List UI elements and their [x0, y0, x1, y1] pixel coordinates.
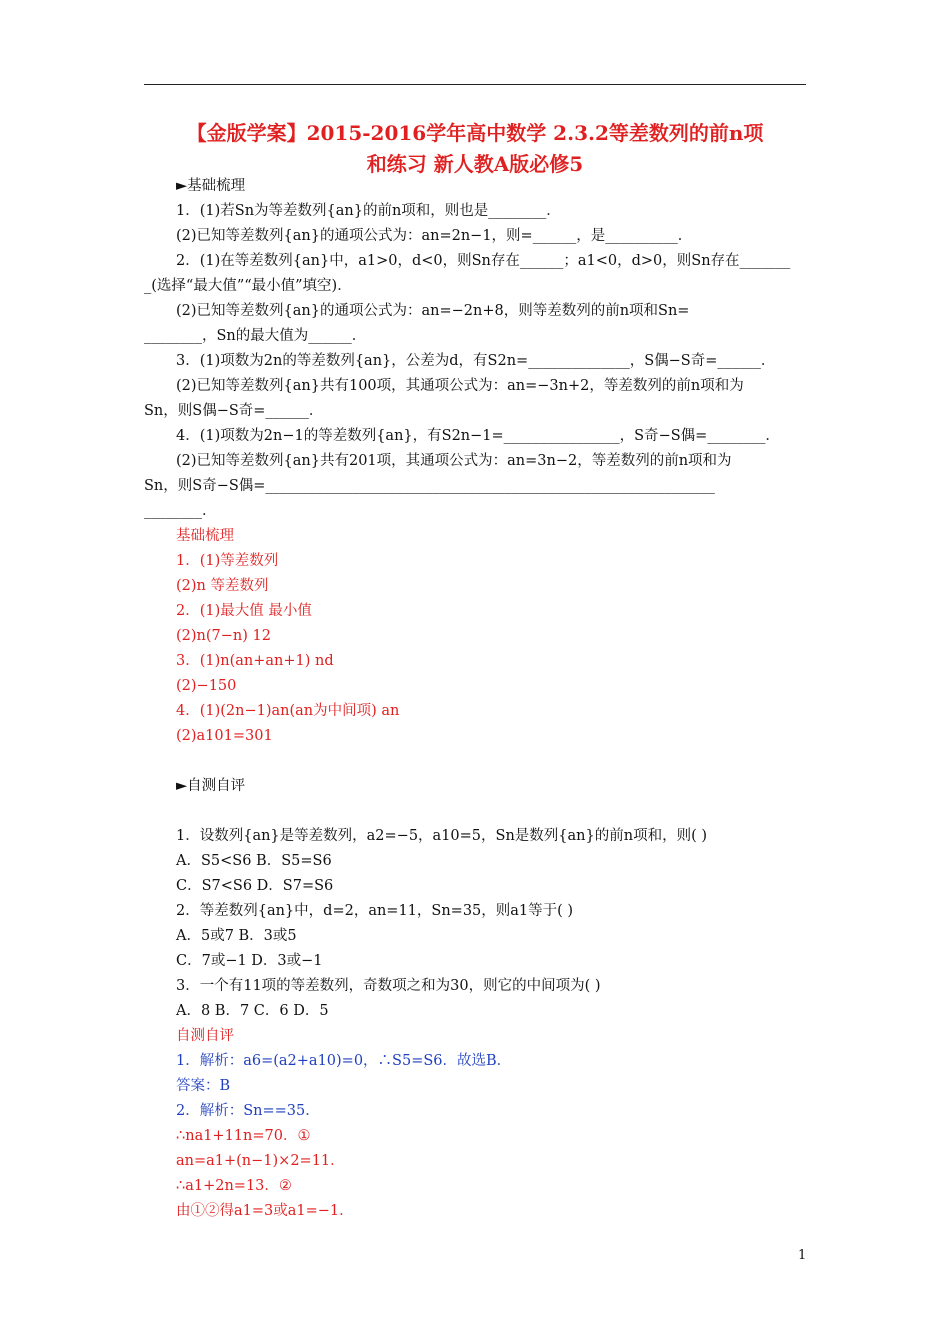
section-heading-basics: ►基础梳理: [176, 178, 246, 194]
basics-q2-1-cont: _(选择“最大值”“最小值”填空)．: [144, 278, 352, 294]
selftest-q1-options-cd: C．S7<S6 D．S7=S6: [176, 878, 334, 894]
answer-1-1: 1．(1)等差数列: [176, 553, 279, 569]
page-number: 1: [798, 1248, 807, 1263]
basics-q4-2-cont: Sn，则S奇−S偶=______________________________________________________________: [144, 478, 715, 494]
answers-heading-basics: 基础梳理: [176, 528, 234, 544]
solution-2-analysis: 2．解析：Sn==35．: [176, 1103, 320, 1119]
basics-q4-1: 4．(1)项数为2n−1的等差数列{an}，有S2n−1=________________，S奇−S偶=________．: [176, 428, 780, 444]
basics-q2-2: (2)已知等差数列{an}的通项公式为：an=−2n+8，则等差数列的前n项和Sn=: [176, 303, 690, 319]
title-line-1: 【金版学案】2015-2016学年高中数学 2.3.2等差数列的前n项: [186, 121, 764, 145]
section-heading-selftest: ►自测自评: [176, 778, 246, 794]
answer-2-1: 2．(1)最大值 最小值: [176, 603, 312, 619]
basics-q3-2: (2)已知等差数列{an}共有100项，其通项公式为：an=−3n+2，等差数列的前n项和为: [176, 378, 744, 394]
selftest-q3: 3．一个有11项的等差数列，奇数项之和为30，则它的中间项为( ): [176, 978, 601, 994]
solution-2-step-2: an=a1+(n−1)×2=11．: [176, 1153, 345, 1169]
selftest-q2-options-ab: A．5或7 B．3或5: [176, 928, 297, 944]
answer-4-1: 4．(1)(2n−1)an(an为中间项) an: [176, 703, 400, 719]
selftest-q2: 2．等差数列{an}中，d=2，an=11，Sn=35，则a1等于( ): [176, 903, 574, 919]
title-line-2: 和练习 新人教A版必修5: [366, 152, 584, 176]
selftest-q3-options: A．8 B．7 C．6 D．5: [176, 1003, 329, 1019]
solution-1-answer: 答案：B: [176, 1078, 231, 1094]
answer-3-2: (2)−150: [176, 678, 237, 694]
basics-q1-2: (2)已知等差数列{an}的通项公式为：an=2n−1，则=______，是__________．: [176, 228, 693, 244]
basics-q4-2: (2)已知等差数列{an}共有201项，其通项公式为：an=3n−2，等差数列的前n项和为: [176, 453, 732, 469]
solution-1-analysis: 1．解析：a6=(a2+a10)=0，∴S5=S6．故选B．: [176, 1053, 512, 1069]
basics-q3-2-cont: Sn，则S偶−S奇=______．: [144, 403, 324, 419]
basics-q1-1: 1．(1)若Sn为等差数列{an}的前n项和，则也是________．: [176, 203, 561, 219]
answer-2-2: (2)n(7−n) 12: [176, 628, 271, 644]
basics-q4-2-end: ________．: [144, 503, 217, 519]
answer-3-1: 3．(1)n(an+an+1) nd: [176, 653, 334, 669]
answer-1-2: (2)n 等差数列: [176, 578, 269, 594]
solution-2-step-3: ∴a1+2n=13．②: [176, 1178, 292, 1194]
selftest-q2-options-cd: C．7或−1 D．3或−1: [176, 953, 323, 969]
selftest-q1: 1．设数列{an}是等差数列，a2=−5，a10=5，Sn是数列{an}的前n项和，则( ): [176, 828, 707, 844]
basics-q3-1: 3．(1)项数为2n的等差数列{an}，公差为d，有S2n=______________，S偶−S奇=______．: [176, 353, 776, 369]
basics-q2-2-cont: ________，Sn的最大值为______．: [144, 328, 367, 344]
document-title: [144, 118, 806, 180]
basics-q2-1: 2．(1)在等差数列{an}中，a1>0，d<0，则Sn存在______；a1<0，d>0，则Sn存在_______: [176, 253, 791, 269]
solution-2-step-1: ∴na1+11n=70．①: [176, 1128, 311, 1144]
answer-4-2: (2)a101=301: [176, 728, 273, 744]
header-rule: [144, 84, 806, 85]
solution-2-conclusion: 由①②得a1=3或a1=−1．: [176, 1203, 354, 1219]
selftest-q1-options-ab: A．S5<S6 B．S5=S6: [176, 853, 332, 869]
answers-heading-selftest: 自测自评: [176, 1028, 234, 1044]
